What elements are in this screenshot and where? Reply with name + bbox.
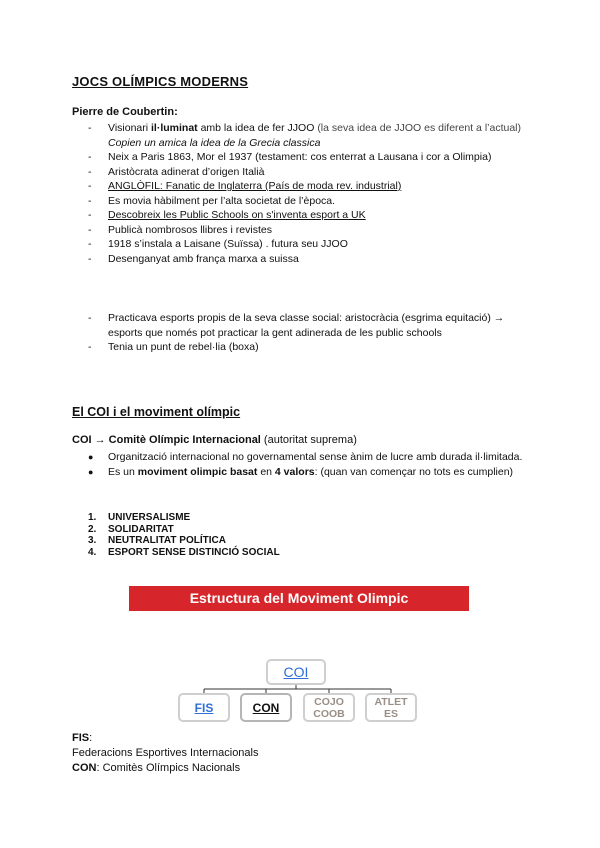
list-item: 1. UNIVERSALISME xyxy=(88,512,191,523)
list-item: 3. NEUTRALITAT POLÍTICA xyxy=(88,535,226,546)
fis-definition-text: Federacions Esportives Internacionals xyxy=(72,747,259,759)
list-item: ● Es un moviment olimpic basat en 4 valors: (quan van començar no tots es cumplien) xyxy=(88,466,514,478)
fis-definition: FIS: xyxy=(72,732,93,744)
coi-abbr: COI → xyxy=(72,434,109,446)
item-text: amb la idea de fer JJOO xyxy=(197,122,318,134)
list-item: 4. ESPORT SENSE DISTINCIÓ SOCIAL xyxy=(88,546,280,558)
coi-node[interactable]: COI xyxy=(266,659,326,685)
list-item: - Es movia hàbilment per l’alta societat de l’època. xyxy=(88,194,336,207)
list-item: - Visionari il·luminat amb la idea de fer JJOO (la seva idea de JJOO es diferent a l’actual) xyxy=(88,122,521,134)
list-item: 2. SOLIDARITAT xyxy=(88,523,174,535)
list-item: - 1918 s’instala a Laisane (Suïssa) . futura seu JJOO xyxy=(88,238,348,250)
node-label: ATLET ES xyxy=(374,695,408,720)
list-item: - Aristòcrata adinerat d’origen Italià xyxy=(88,165,265,178)
section-heading: El COI i el moviment olímpic xyxy=(72,405,241,419)
coi-name: Comitè Olímpic Internacional xyxy=(108,434,261,446)
list-item: - ANGLÒFIL: Fanatic de Inglaterra (País de moda rev. industrial) xyxy=(88,180,402,192)
list-item: - Publicà nombrosos llibres i revistes xyxy=(88,223,272,236)
def-text: Comitès Olímpics Nacionals xyxy=(102,762,241,774)
item-note: Copien un amica la idea de la Grecia classica xyxy=(108,136,321,149)
list-item: - Tenia un punt de rebel·lia (boxa) xyxy=(88,341,259,353)
item-text: Visionari xyxy=(108,122,151,134)
cojo-coob-node xyxy=(303,693,355,722)
atletes-node xyxy=(365,693,417,722)
list-item: - Practicava esports propis de la seva classe social: aristocràcia (esgrima equitació) → esports que només pot practicar la gent adinerada de les public schools xyxy=(88,312,505,339)
fis-node[interactable]: FIS xyxy=(178,693,230,722)
con-definition: CON: Comitès Olímpics Nacionals xyxy=(72,762,241,774)
page-title: JOCS OLÍMPICS MODERNS xyxy=(72,74,249,89)
list-item: - Descobreix les Public Schools on s'inventa esport a UK xyxy=(88,209,366,221)
list-item: ● Organització internacional no governamental sense ànim de lucre amb durada il·limitada. xyxy=(88,451,523,463)
coi-note: (autoritat suprema) xyxy=(260,434,357,446)
list-item: - Desenganyat amb frança marxa a suissa xyxy=(88,252,299,265)
def-abbr: CON xyxy=(72,762,97,774)
item-bold: il·luminat xyxy=(151,122,198,134)
list-item: - Neix a Paris 1863, Mor el 1937 (testament: cos enterrat a Lausana i cor a Olimpia) xyxy=(88,151,492,163)
diagram-banner: Estructura del Moviment Olimpic xyxy=(129,586,469,611)
coubertin-heading: Pierre de Coubertin: xyxy=(72,106,178,118)
item-note: (la seva idea de JJOO es diferent a l’actual) xyxy=(317,122,521,134)
def-abbr: FIS xyxy=(72,732,90,744)
node-label: COJO COOB xyxy=(313,695,345,720)
con-node[interactable]: CON xyxy=(240,693,292,722)
